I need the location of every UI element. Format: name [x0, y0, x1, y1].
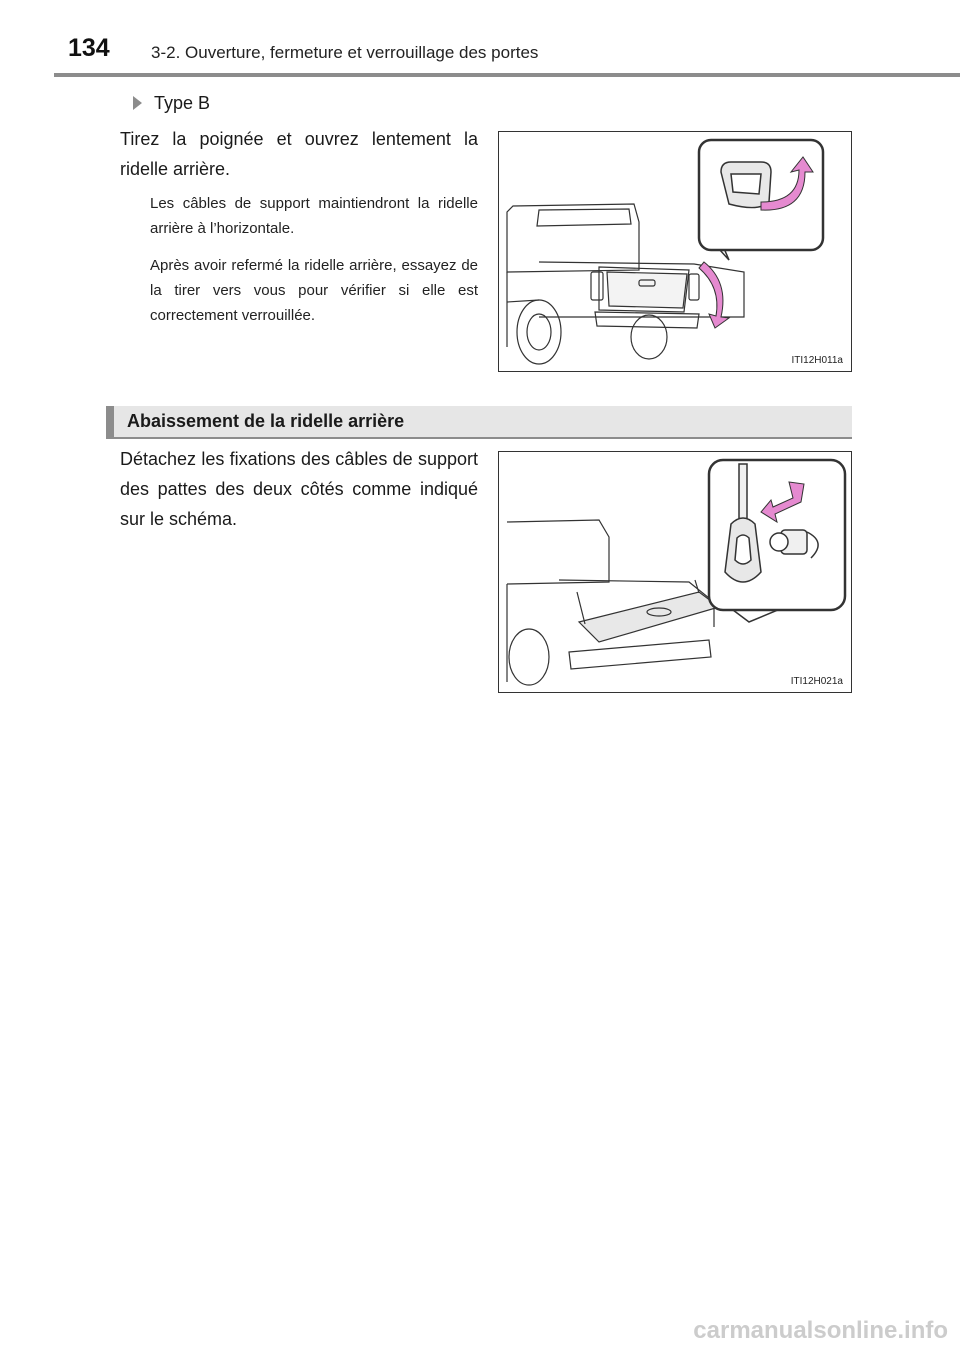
- tailgate-open-figure: [498, 131, 852, 372]
- section-heading-accent: [106, 406, 114, 438]
- section-heading: Abaissement de la ridelle arrière: [127, 411, 405, 431]
- section-title: 3-2. Ouverture, fermeture et verrouillage des portes: [151, 43, 539, 62]
- figure-code: ITI12H021a: [790, 676, 843, 687]
- figure-code: ITI12H011a: [791, 355, 843, 366]
- type-label: Type B: [154, 92, 211, 113]
- type-b-row: [133, 92, 210, 114]
- step2-instruction: Détachez les fixations des câbles de support des pattes des deux côtés comme indiqué sur le schéma.: [120, 449, 478, 529]
- truck-tailgate-illustration: [499, 132, 852, 372]
- step1-note-1: Les câbles de support maintiendront la ridelle arrière à l’horizontale.: [150, 195, 478, 237]
- triangle-bullet-icon: [133, 96, 142, 110]
- cable-bracket-illustration: [499, 452, 852, 693]
- watermark: carmanualsonline.info: [693, 1317, 948, 1344]
- page-header: [0, 0, 960, 80]
- page-number: 134: [68, 34, 110, 62]
- cable-detach-figure: [498, 451, 852, 693]
- step1-instruction: Tirez la poignée et ouvrez lentement la ridelle arrière.: [120, 129, 478, 179]
- step1-note-2: Après avoir refermé la ridelle arrière, essayez de la tirer vers vous pour vérifier si elle est correctement verrouillée.: [150, 257, 478, 324]
- section-heading-underline: [106, 437, 852, 439]
- header-rule: [54, 73, 960, 77]
